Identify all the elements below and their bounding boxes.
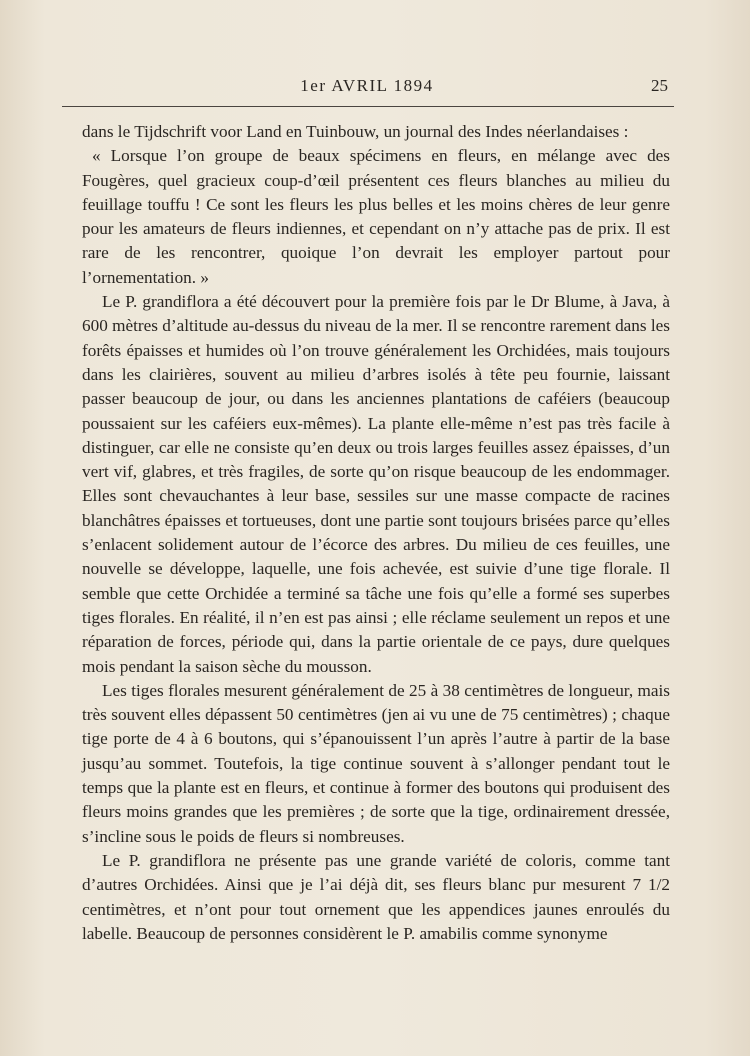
paragraph-5: Le P. grandiflora ne présente pas une grande variété de coloris, comme tant d’autres Orchidées. Ainsi que je l’ai déjà dit, ses fleurs blanc pur mesurent 7 1/2 centimètres, et n’ont pour tout ornement que les appendices jaunes enroulés du labelle. Beaucoup de personnes considèrent le P. amabilis comme synonyme xyxy=(82,850,670,943)
paragraph-2: « Lorsque l’on groupe de beaux spécimens en fleurs, en mélange avec des Fougères, quel gracieux coup-d’œil présentent ces fleurs blanches au milieu du feuillage touffu ! Ce sont les fleurs les plus belles et les moins chères de leur genre pour les amateurs de fleurs indiennes, et cependant on n’y attache pas de prix. Il est rare de les rencontrer, quoique l’on devrait les employer partout pour l’ornementation. » xyxy=(82,146,670,287)
paragraph-3: Le P. grandiflora a été découvert pour la première fois par le Dr Blume, à Java, à 600 mètres d’altitude au-dessus du niveau de la mer. Il se rencontre rarement dans les forêts épaisses et humides où l’on trouve généralement les Orchidées, mais toujours dans les clairières, souvent au milieu d’arbres isolés à tête peu fournie, laissant passer beaucoup de jour, ou dans les anciennes plantations de caféiers (beaucoup poussaient sur les caféiers eux-mêmes). La plante elle-même n’est pas très facile à distinguer, car elle ne consiste qu’en deux ou trois larges feuilles assez épaisses, d’un vert vif, glabres, et très fragiles, de sorte qu’on risque beaucoup de les endommager. Elles sont chevauchantes à leur base, sessiles sur une masse compacte de racines blanchâtres épaisses et tortueuses, dont une partie sont toujours brisées parce qu’elles s’enlacent solidement autour de l’écorce des arbres. Du milieu de ces feuilles, une nouvelle se développe, laquelle, une fois achevée, est suivie d’une tige florale. Il semble que cette Orchidée a terminé sa tâche une fois qu’elle a formé ses superbes tiges florales. En réalité, il n’en est pas ainsi ; elle réclame seulement un repos et une réparation de forces, période qui, dans la partie orientale de ce pays, dure quelques mois pendant la saison sèche du mousson. xyxy=(82,292,670,676)
running-header xyxy=(62,76,672,102)
paragraph-4: Les tiges florales mesurent généralement de 25 à 38 centimètres de longueur, mais très souvent elles dépassent 50 centimètres (jen ai vu une de 75 centimètres) ; chaque tige porte de 4 à 6 boutons, qui s’épanouissent l’un après l’autre à partir de la base jusqu’au sommet. Toutefois, la tige continue souvent à s’allonger pendant tout le temps que la plante est en fleurs, et continue à former des boutons qui produisent des fleurs moins grandes que les premières ; de sorte que la tige, ordinairement dressée, s’incline sous le poids de fleurs si nombreuses. xyxy=(82,680,670,846)
header-date: 1er AVRIL 1894 xyxy=(300,76,434,95)
header-rule xyxy=(62,106,674,107)
body-text xyxy=(82,120,670,946)
paragraph-1: dans le Tijdschrift voor Land en Tuinbouw, un journal des Indes néerlandaises : xyxy=(82,122,629,141)
page-number: 25 xyxy=(651,76,668,95)
